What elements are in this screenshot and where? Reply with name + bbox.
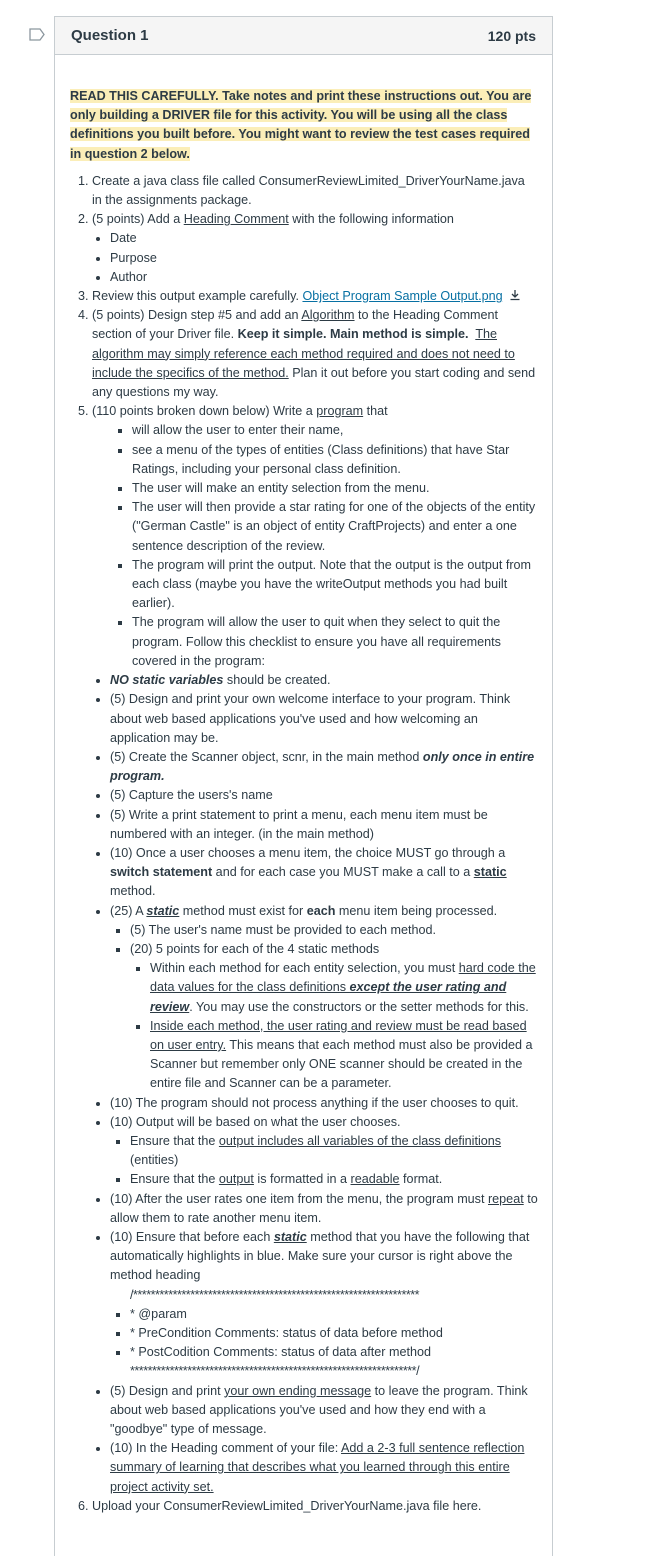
question-body	[55, 55, 552, 1516]
output-list	[110, 1132, 538, 1190]
static-method-detail-list	[130, 959, 538, 1093]
step-3: 3. Review this output example carefully. Object Program Sample Output.png	[92, 287, 538, 306]
list-item: ▪ Inside each method, the user rating and review must be read based on user entry. This means that each method must also be provided a Scanner but remember only ONE scanner should be created in the entire file and Scanner can be a parameter.	[150, 1017, 538, 1094]
step-6: 6. Upload your ConsumerReviewLimited_DriverYourName.java file here.	[92, 1497, 538, 1516]
intro-paragraph	[70, 87, 538, 164]
checklist-item: • (10) After the user rates one item from the menu, the program must repeat to allow them to rate another menu item.	[110, 1190, 538, 1228]
flag-question-icon[interactable]	[29, 28, 45, 41]
heading-info-list	[92, 229, 538, 287]
steps-list	[70, 172, 538, 671]
checklist-item: • (10) Ensure that before each static method that you have the following that automatically highlights in blue. Make sure your cursor is right above the method heading ▪ /***************************************************************** ▪ * @param ▪ * PreCondition Comments: status of data before method ▪ * PostCodition Comments: status of data after method ▪ *****************************************************************/	[110, 1228, 538, 1382]
checklist-item: • (5) Design and print your own welcome interface to your program. Think about web based applications you've used and how welcoming an application may be.	[110, 690, 538, 748]
question-header	[55, 17, 552, 55]
download-icon[interactable]	[509, 289, 521, 301]
list-item: ▪ Within each method for each entity selection, you must hard code the data values for the class definitions except the user rating and review. You may use the constructors or the setter methods for this.	[150, 959, 538, 1017]
list-item: ▪ * PreCondition Comments: status of data before method	[130, 1324, 538, 1343]
question-points: 120 pts	[487, 27, 536, 44]
checklist-item: • NO static variables should be created.	[110, 671, 538, 690]
list-item: • Purpose	[110, 249, 538, 268]
list-item: ▪ (5) The user's name must be provided to each method.	[130, 921, 538, 940]
heading-comment-link[interactable]: Heading Comment	[183, 212, 289, 227]
checklist-item: • (25) A static method must exist for each menu item being processed. ▪ (5) The user's name must be provided to each method. ▪ (20) 5 points for each of the 4 static methods ▪ Within each method for each entity selection, you must hard code the data values for the class definitions except the user rating and review. You may use the constructors or the setter methods for this. ▪ Inside each method, the user rating and review must be read based on user entry. This means that each method must also be provided a Scanner but remember only ONE scanner should be created in the entire file and Scanner can be a parameter.	[110, 902, 538, 1094]
list-item: ▪ Ensure that the output is formatted in a readable format.	[130, 1170, 538, 1189]
checklist-item: • (10) Output will be based on what the user chooses. ▪ Ensure that the output includes all variables of the class definitions (entities) ▪ Ensure that the output is formatted in a readable format.	[110, 1113, 538, 1190]
step-2: 2. (5 points) Add a Heading Comment with the following information • Date • Purpose • Author	[92, 210, 538, 287]
checklist	[70, 671, 538, 1497]
algorithm-link[interactable]: Algorithm	[301, 308, 355, 323]
checklist-item: • (5) Create the Scanner object, scnr, in the main method only once in entire program.	[110, 748, 538, 786]
sample-output-link[interactable]: Object Program Sample Output.png	[302, 289, 503, 304]
list-item: ▪ Ensure that the output includes all variables of the class definitions (entities)	[130, 1132, 538, 1170]
static-method-list	[110, 921, 538, 1094]
step-5: 5. (110 points broken down below) Write a program that ▪ will allow the user to enter their name, ▪ see a menu of the types of entities (Class definitions) that have Star Ratings, including your personal class definition. ▪ The user will make an entity selection from the menu. ▪ The user will then provide a star rating for one of the objects of the entity ("German Castle" is an object of entity CraftProjects) and enter a one sentence description of the review. ▪ The program will print the output. Note that the output is the output from each class (maybe you have the writeOutput methods you had built earlier). ▪ The program will allow the user to quit when they select to quit the program. Follow this checklist to ensure you have all requirements covered in the program:	[92, 402, 538, 671]
list-item: • Author	[110, 268, 538, 287]
list-item: ▪ The user will then provide a star rating for one of the objects of the entity ("German Castle" is an object of entity CraftProjects) and enter a one sentence description of the review.	[132, 498, 538, 556]
list-item: ▪ /*****************************************************************	[130, 1286, 538, 1305]
list-item: ▪ The user will make an entity selection from the menu.	[132, 479, 538, 498]
checklist-item: • (5) Design and print your own ending message to leave the program. Think about web based applications you've used and how they end with a "goodbye" type of message.	[110, 1382, 538, 1440]
list-item: ▪ The program will print the output. Note that the output is the output from each class (maybe you have the writeOutput methods you had built earlier).	[132, 556, 538, 614]
list-item: • Date	[110, 229, 538, 248]
intro-highlight: READ THIS CAREFULLY. Take notes and print these instructions out. You are only building a DRIVER file for this activity. You will be using all the class definitions you built before. You might want to review the test cases required in question 2 below.	[70, 89, 532, 161]
checklist-item: • (10) The program should not process anything if the user chooses to quit.	[110, 1094, 538, 1113]
comment-template-list	[110, 1286, 538, 1382]
checklist-item: • (5) Write a print statement to print a menu, each menu item must be numbered with an integer. (in the main method)	[110, 806, 538, 844]
checklist-item: • (10) Once a user chooses a menu item, the choice MUST go through a switch statement and for each case you MUST make a call to a static method.	[110, 844, 538, 902]
list-item: ▪ (20) 5 points for each of the 4 static methods ▪ Within each method for each entity selection, you must hard code the data values for the class definitions except the user rating and review. You may use the constructors or the setter methods for this. ▪ Inside each method, the user rating and review must be read based on user entry. This means that each method must also be provided a Scanner but remember only ONE scanner should be created in the entire file and Scanner can be a parameter.	[130, 940, 538, 1094]
list-item: ▪ * PostCodition Comments: status of data after method	[130, 1343, 538, 1362]
list-item: ▪ *****************************************************************/	[130, 1362, 538, 1381]
question-card	[54, 16, 553, 1556]
list-item: ▪ will allow the user to enter their name,	[132, 421, 538, 440]
question-title: Question 1	[71, 27, 149, 44]
program-link[interactable]: program	[316, 404, 364, 419]
list-item: ▪ The program will allow the user to quit when they select to quit the program. Follow this checklist to ensure you have all requirements covered in the program:	[132, 613, 538, 671]
checklist-item: • (10) In the Heading comment of your file: Add a 2-3 full sentence reflection summary of learning that describes what you learned through this entire project activity set.	[110, 1439, 538, 1497]
steps-list-end	[70, 1497, 538, 1516]
step-4: 4. (5 points) Design step #5 and add an Algorithm to the Heading Comment section of your Driver file. Keep it simple. Main method is simple. The algorithm may simply reference each method required and does not need to include the specifics of the method. Plan it out before you start coding and send any questions my way.	[92, 306, 538, 402]
program-requirements-list	[92, 421, 538, 671]
list-item: ▪ see a menu of the types of entities (Class definitions) that have Star Ratings, including your personal class definition.	[132, 441, 538, 479]
list-item: ▪ * @param	[130, 1305, 538, 1324]
step-1: 1. Create a java class file called ConsumerReviewLimited_DriverYourName.java in the assignments package.	[92, 172, 538, 210]
checklist-item: • (5) Capture the users's name	[110, 786, 538, 805]
